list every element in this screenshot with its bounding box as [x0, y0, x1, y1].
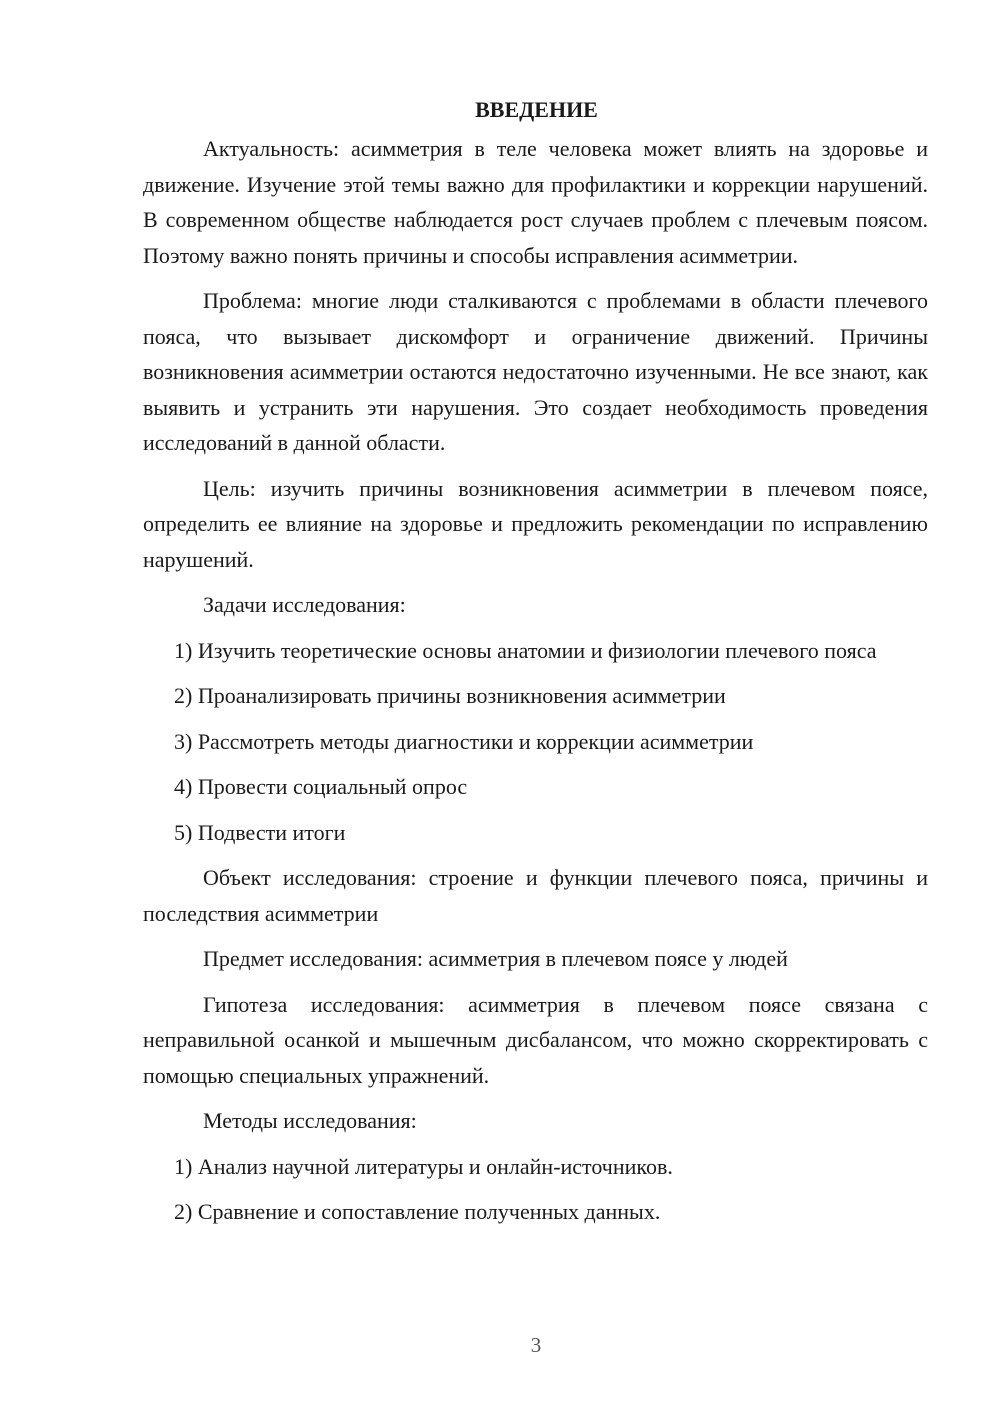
goal-paragraph: Цель: изучить причины возникновения асимметрии в плечевом поясе, определить ее влияние на здоровье и предложить рекомендации по исправлению нарушений.: [143, 475, 928, 572]
task-item-5: 5) Подвести итоги: [174, 819, 346, 845]
task-item-1: 1) Изучить теоретические основы анатомии и физиологии плечевого пояса: [174, 637, 877, 663]
task-item-3: 3) Рассмотреть методы диагностики и коррекции асимметрии: [174, 728, 754, 754]
hypothesis-paragraph: Гипотеза исследования: асимметрия в плечевом поясе связана с неправильной осанкой и мышечным дисбалансом, что можно скорректировать с помощью специальных упражнений.: [143, 991, 928, 1088]
methods-heading: Методы исследования:: [203, 1108, 417, 1133]
page-number: 3: [530, 1333, 542, 1357]
task-item-2: 2) Проанализировать причины возникновения асимметрии: [174, 683, 726, 708]
problem-paragraph: Проблема: многие люди сталкиваются с проблемами в области плечевого пояса, что вызывает дискомфорт и ограничение движений. Причины возникновения асимметрии остаются недостаточно изученными. Не все знают, как выявить и устранить эти нарушения. Это создает необходимость проведения исследований в данной области.: [143, 288, 928, 455]
relevance-paragraph: Актуальность: асимметрия в теле человека может влиять на здоровье и движение. Изучение этой темы важно для профилактики и коррекции нарушений. В современном обществе наблюдается рост случаев проблем с плечевым поясом. Поэтому важно понять причины и способы исправления асимметрии.: [143, 136, 928, 268]
document-page: [143, 92, 928, 1240]
subject-paragraph: Предмет исследования: асимметрия в плечевом поясе у людей: [203, 946, 788, 971]
method-item-2: 2) Сравнение и сопоставление полученных данных.: [174, 1199, 661, 1224]
object-paragraph: Объект исследования: строение и функции плечевого пояса, причины и последствия асимметрии: [143, 865, 928, 926]
method-item-1: 1) Анализ научной литературы и онлайн-источников.: [174, 1153, 673, 1179]
section-title: ВВЕДЕНИЕ: [475, 97, 598, 122]
tasks-heading: Задачи исследования:: [203, 592, 406, 617]
task-item-4: 4) Провести социальный опрос: [174, 774, 468, 799]
